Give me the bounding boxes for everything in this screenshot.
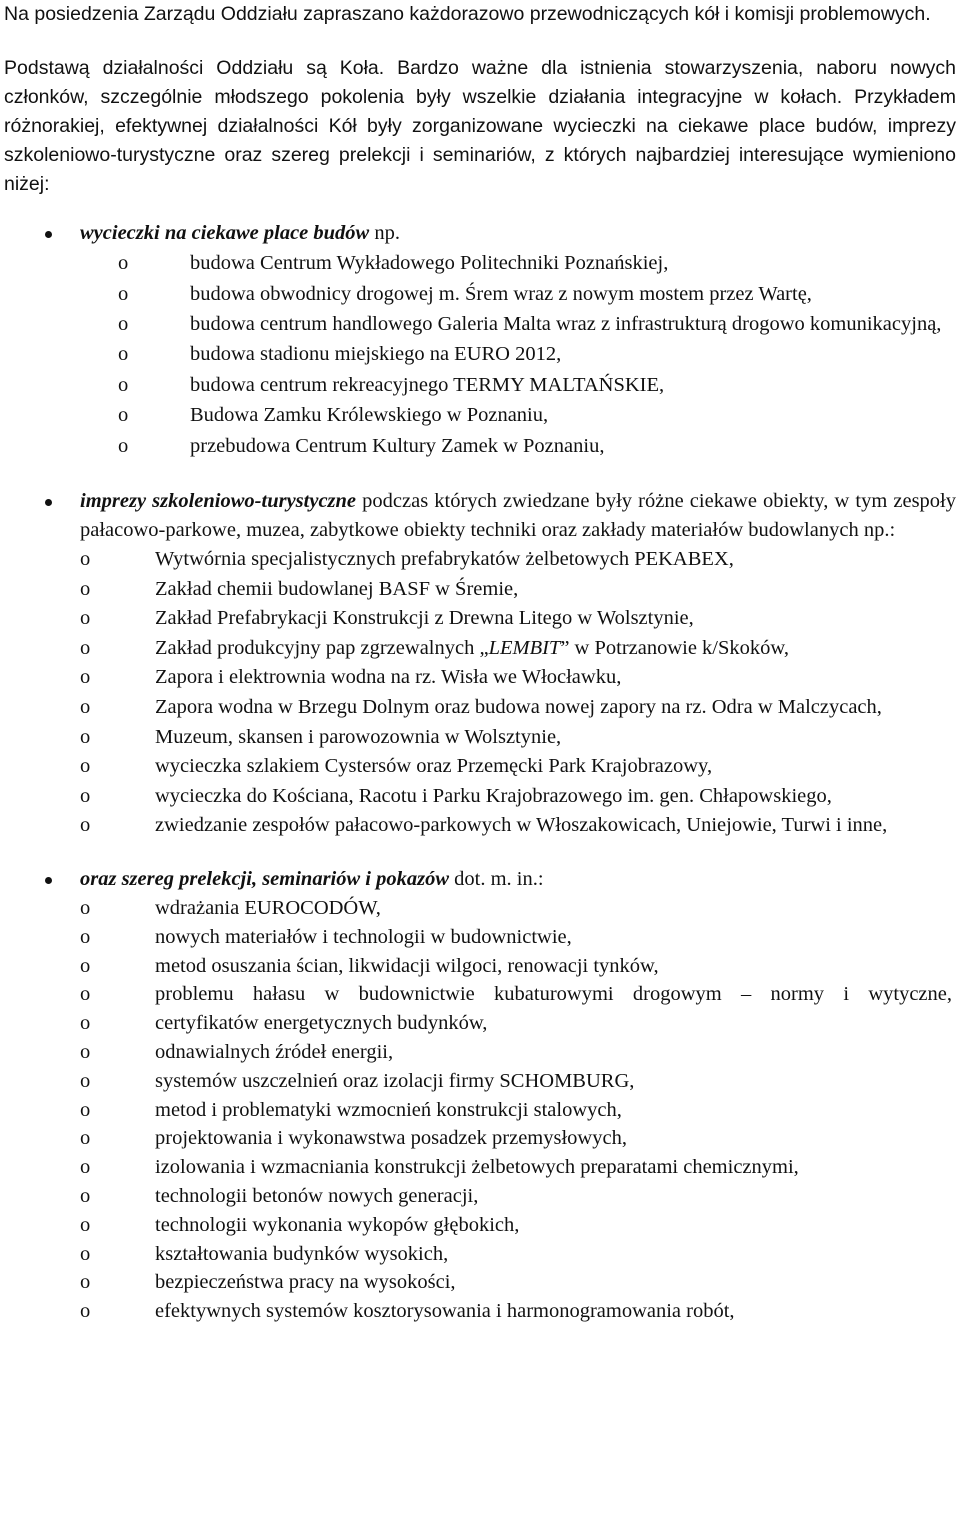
list-item: o Wytwórnia specjalistycznych prefabrykatów żelbetowych PEKABEX, [80,548,734,570]
list-item: o Zakład produkcyjny pap zgrzewalnych „LEMBIT” w Potrzanowie k/Skoków, [80,636,790,659]
list-item: o Budowa Zamku Królewskiego w Poznaniu, [118,404,549,426]
list-item: o metod osuszania ścian, likwidacji wilgoci, renowacji tynków, [80,954,659,977]
site-visits-list [118,248,948,461]
paragraph-clubs-activity: Podstawą działalności Oddziału są Koła. Bardzo ważne dla istnienia stowarzyszenia, naboru nowych członków, szczególnie młodszego pokolenia były wszelkie działania integracyjne w kołach. Przykładem różnorakiej, efektywnej działalności Kół były zorganizowane wycieczki na ciekawe place budów, imprezy szkoleniowo-turystyczne oraz szereg prelekcji i seminariów, z których najbardziej interesujące wymieniono niżej: [4,57,956,195]
section-heading-emphasis: oraz szereg prelekcji, seminariów i pokazów [80,867,450,890]
section-heading-tail: dot. m. in.: [449,867,544,890]
list-item: o kształtowania budynków wysokich, [80,1242,449,1265]
section-heading-training-trips [4,487,956,545]
list-item: o Zakład chemii budowlanej BASF w Śremie, [80,577,519,600]
list-item: o izolowania i wzmacniania konstrukcji żelbetowych preparatami chemicznymi, [80,1156,799,1179]
section-heading-lectures [4,865,956,894]
list-item: o budowa obwodnicy drogowej m. Śrem wraz z nowym mostem przez Wartę, [118,282,812,305]
list-item: o odnawialnych źródeł energii, [80,1040,394,1063]
section-heading-emphasis: wycieczki na ciekawe place budów [80,222,370,244]
bullet-dot [45,231,52,238]
company-name-lembit: LEMBIT [488,636,561,659]
list-item: o technologii betonów nowych generacji, [80,1184,479,1207]
paragraph-board-meetings: Na posiedzenia Zarządu Oddziału zapraszano każdorazowo przewodniczących kół i komisji problemowych. [4,3,931,25]
training-trips-list [80,545,952,841]
list-item: o wdrażania EUROCODÓW, [80,896,381,919]
list-item: o przebudowa Centrum Kultury Zamek w Poznaniu, [118,434,605,457]
list-item: o systemów uszczelnień oraz izolacji firmy SCHOMBURG, [80,1069,635,1092]
list-item: o certyfikatów energetycznych budynków, [80,1012,488,1035]
list-item: o budowa stadionu miejskiego na EURO 2012, [118,343,562,365]
list-item: o Muzeum, skansen i parowozownia w Wolsztynie, [80,725,562,748]
bullet-dot [45,499,52,506]
list-item: o budowa Centrum Wykładowego Politechniki Poznańskiej, [118,252,669,274]
list-item: o wycieczka szlakiem Cystersów oraz Przemęcki Park Krajobrazowy, [80,755,713,778]
list-item: o technologii wykonania wykopów głębokich, [80,1213,520,1236]
list-item: o bezpieczeństwa pracy na wysokości, [80,1271,456,1294]
section-heading-emphasis: imprezy szkoleniowo-turystyczne [80,490,357,512]
list-item: o zwiedzanie zespołów pałacowo-parkowych w Włoszakowicach, Uniejowie, Turwi i inne, [80,814,888,837]
list-item: o metod i problematyki wzmocnień konstrukcji stalowych, [80,1098,622,1121]
list-item: o Zapora wodna w Brzegu Dolnym oraz budowa nowej zapory na rz. Odra w Malczycach, [80,695,882,718]
list-item: o problemu hałasu w budownictwie kubaturowymi drogowym – normy i wytyczne, [80,983,952,1006]
list-item: o budowa centrum rekreacyjnego TERMY MALTAŃSKIE, [118,373,665,396]
section-heading-tail: np. [369,222,400,244]
bullet-dot [45,877,52,884]
list-item: o efektywnych systemów kosztorysowania i harmonogramowania robót, [80,1300,735,1323]
list-item: o Zakład Prefabrykacji Konstrukcji z Drewna Litego w Wolsztynie, [80,607,694,630]
section-heading-site-visits [4,219,956,248]
list-item: o budowa centrum handlowego Galeria Malta wraz z infrastrukturą drogowo komunikacyjną, [118,313,942,335]
list-item: o wycieczka do Kościana, Racotu i Parku Krajobrazowego im. gen. Chłapowskiego, [80,784,832,807]
list-item: o projektowania i wykonawstwa posadzek przemysłowych, [80,1127,627,1150]
lectures-list [80,894,952,1326]
list-item: o nowych materiałów i technologii w budownictwie, [80,925,572,948]
list-item: o Zapora i elektrownia wodna na rz. Wisła we Włocławku, [80,666,622,689]
section-heading-tail: podczas których zwiedzane były różne ciekawe obiekty, w tym zespoły pałacowo-parkowe, muzea, zabytkowe obiekty techniki oraz zakłady materiałów budowlanych np.: [80,490,956,541]
